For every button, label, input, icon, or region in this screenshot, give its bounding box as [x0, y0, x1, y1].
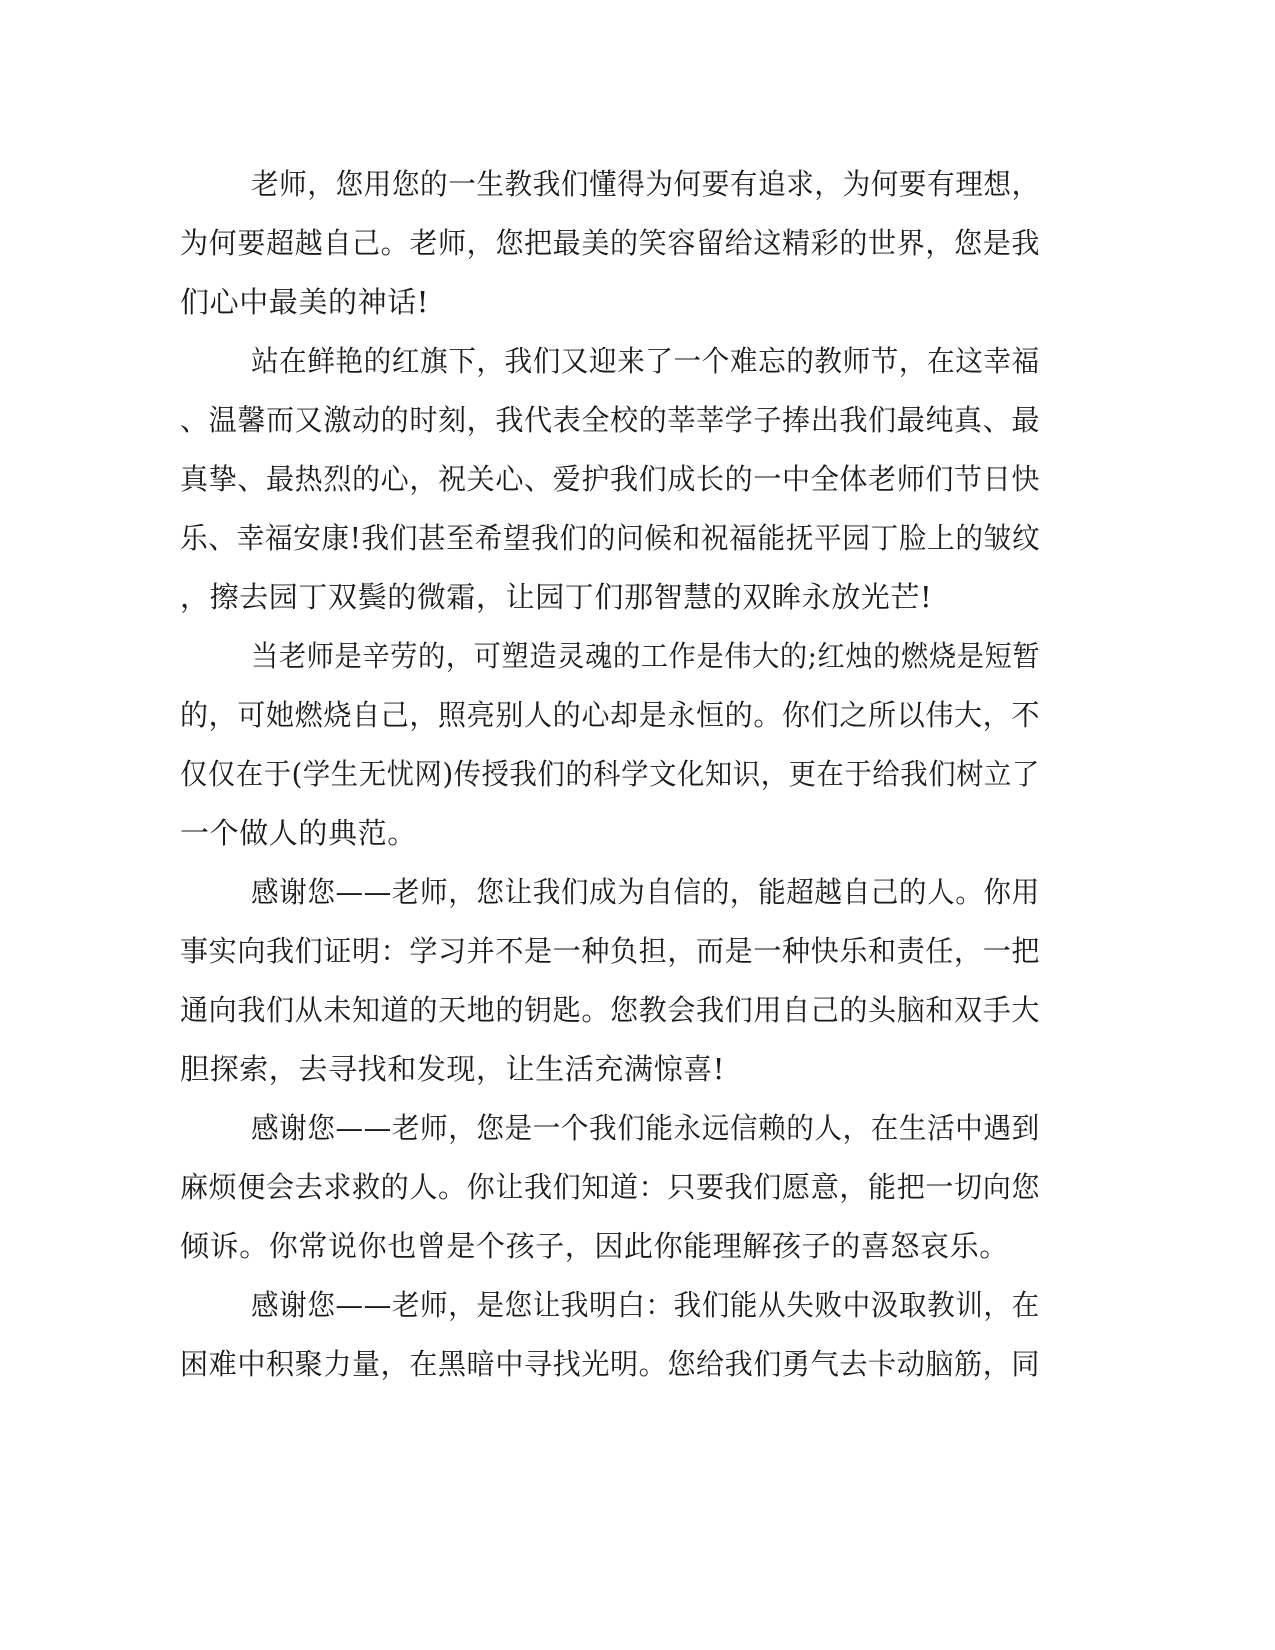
paragraph-2-line-3: 真挚、最热烈的心，祝关心、爱护我们成长的一中全体老师们节日快	[180, 462, 1041, 496]
paragraph-3-line-2: 的，可她燃烧自己，照亮别人的心却是永恒的。你们之所以伟大，不	[180, 698, 1041, 732]
paragraph-2-line-1: 站在鲜艳的红旗下，我们又迎来了一个难忘的教师节，在这幸福	[251, 344, 1040, 378]
paragraph-6-line-2: 困难中积聚力量，在黑暗中寻找光明。您给我们勇气去卡动脑筋，同	[180, 1347, 1041, 1381]
paragraph-2-line-4: 乐、幸福安康!我们甚至希望我们的问候和祝福能抚平园丁脸上的皱纹	[180, 521, 1041, 555]
paragraph-3-line-1: 当老师是辛劳的，可塑造灵魂的工作是伟大的;红烛的燃烧是短暂	[251, 639, 1041, 673]
paragraph-1-line-1: 老师，您用您的一生教我们懂得为何要有追求，为何要有理想，	[251, 167, 1040, 201]
paragraph-3-line-3: 仅仅在于(学生无忧网)传授我们的科学文化知识，更在于给我们树立了	[180, 757, 1040, 791]
paragraph-5-line-2: 麻烦便会去求救的人。你让我们知道：只要我们愿意，能把一切向您	[180, 1170, 1041, 1204]
paragraph-5-line-3: 倾诉。你常说你也曾是个孩子，因此你能理解孩子的喜怒哀乐。	[180, 1229, 1009, 1263]
paragraph-4-line-1: 感谢您——老师，您让我们成为自信的，能超越自己的人。你用	[251, 875, 1040, 909]
paragraph-6-line-1: 感谢您——老师，是您让我明白：我们能从失败中汲取教训，在	[251, 1288, 1040, 1322]
paragraph-4-line-4: 胆探索，去寻找和发现，让生活充满惊喜!	[180, 1052, 726, 1086]
paragraph-1-line-2: 为何要超越自己。老师，您把最美的笑容留给这精彩的世界，您是我	[180, 226, 1041, 260]
paragraph-2-line-5: ，擦去园丁双鬓的微霜，让园丁们那智慧的双眸永放光芒!	[180, 580, 933, 614]
paragraph-1-line-3: 们心中最美的神话!	[180, 285, 430, 319]
paragraph-2-line-2: 、温馨而又激动的时刻，我代表全校的莘莘学子捧出我们最纯真、最	[180, 403, 1041, 437]
paragraph-4-line-3: 通向我们从未知道的天地的钥匙。您教会我们用自己的头脑和双手大	[180, 993, 1041, 1027]
paragraph-3-line-4: 一个做人的典范。	[180, 816, 417, 850]
paragraph-5-line-1: 感谢您——老师，您是一个我们能永远信赖的人，在生活中遇到	[251, 1111, 1040, 1145]
paragraph-4-line-2: 事实向我们证明：学习并不是一种负担，而是一种快乐和责任，一把	[180, 934, 1041, 968]
